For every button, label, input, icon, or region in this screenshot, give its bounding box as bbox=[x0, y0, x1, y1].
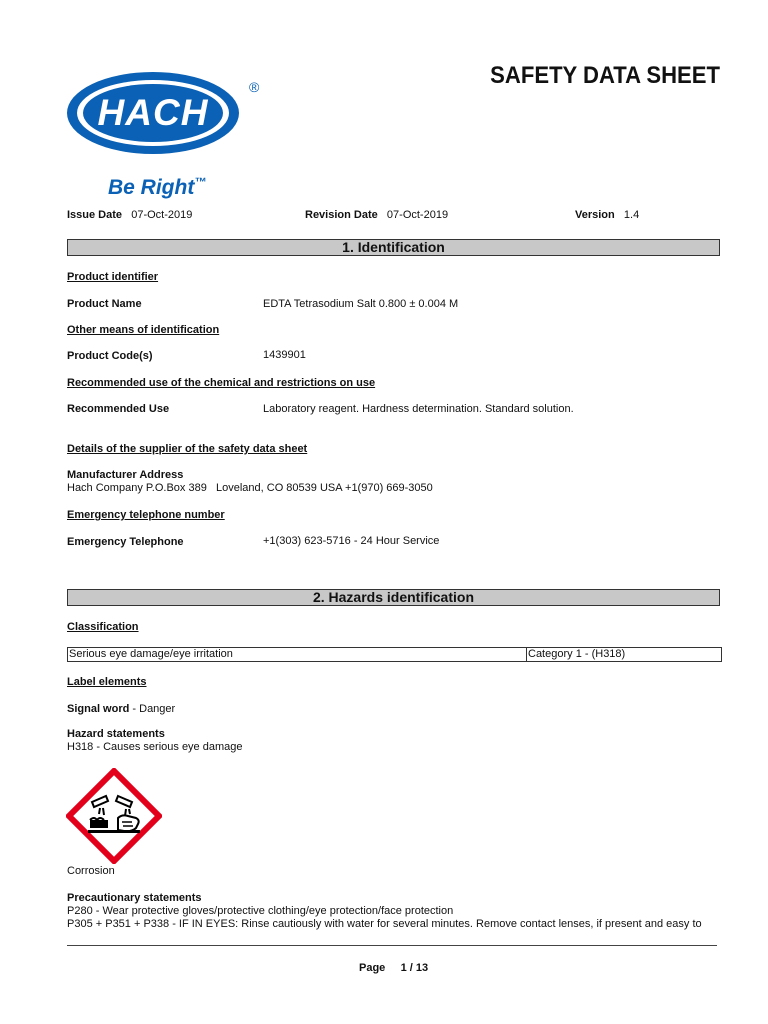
corrosion-pictogram bbox=[66, 768, 162, 864]
recommended-use-value: Laboratory reagent. Hardness determination. Standard solution. bbox=[263, 403, 574, 415]
logo-wordmark: HACH bbox=[97, 92, 209, 133]
hazard-category-cell: Category 1 - (H318) bbox=[527, 648, 722, 662]
recommended-use-heading: Recommended use of the chemical and restrictions on use bbox=[67, 377, 376, 389]
revision-date-value: 07-Oct-2019 bbox=[386, 209, 449, 221]
page-title: SAFETY DATA SHEET bbox=[490, 62, 720, 89]
issue-date-value: 07-Oct-2019 bbox=[131, 209, 193, 221]
revision-date bbox=[305, 209, 448, 221]
label-elements-heading: Label elements bbox=[67, 676, 147, 688]
product-identifier-heading: Product identifier bbox=[67, 271, 159, 283]
version-value: 1.4 bbox=[623, 209, 640, 221]
precautionary-statement: P305 + P351 + P338 - IF IN EYES: Rinse cautiously with water for several minutes. Remove contact lenses, if present and easy to bbox=[67, 918, 702, 930]
tagline-trademark: ™ bbox=[194, 175, 207, 189]
footer-divider bbox=[67, 945, 717, 946]
section-2-header: 2. Hazards identification bbox=[67, 589, 720, 606]
product-name-value: EDTA Tetrasodium Salt 0.800 ± 0.004 M bbox=[263, 298, 459, 310]
manufacturer-value: Hach Company P.O.Box 389 Loveland, CO 80539 USA +1(970) 669-3050 bbox=[67, 482, 433, 494]
section-1-header: 1. Identification bbox=[67, 239, 720, 256]
precautionary-statement: P280 - Wear protective gloves/protective clothing/eye protection/face protection bbox=[67, 905, 454, 917]
precautionary-heading: Precautionary statements bbox=[67, 892, 202, 904]
supplier-heading: Details of the supplier of the safety data sheet bbox=[67, 443, 308, 455]
page-value: 1 / 13 bbox=[400, 962, 429, 974]
manufacturer-label: Manufacturer Address bbox=[67, 469, 184, 481]
emergency-heading: Emergency telephone number bbox=[67, 509, 225, 521]
signal-word-label: Signal word bbox=[67, 703, 130, 715]
page-number bbox=[359, 962, 428, 974]
pictogram-caption: Corrosion bbox=[67, 865, 115, 877]
product-code-value: 1439901 bbox=[263, 349, 306, 361]
page-label: Page bbox=[359, 962, 386, 974]
emergency-value: +1(303) 623-5716 - 24 Hour Service bbox=[263, 535, 440, 547]
tagline bbox=[108, 170, 206, 200]
table-row bbox=[68, 648, 722, 662]
hach-logo bbox=[66, 70, 271, 170]
signal-word-value: - Danger bbox=[129, 703, 176, 715]
corrosion-pictogram-icon bbox=[66, 768, 162, 864]
classification-table bbox=[67, 647, 722, 662]
product-name-label: Product Name bbox=[67, 298, 142, 310]
classification-heading: Classification bbox=[67, 621, 139, 633]
product-code-label: Product Code(s) bbox=[67, 350, 153, 362]
issue-date bbox=[67, 209, 192, 221]
emergency-label: Emergency Telephone bbox=[67, 536, 184, 548]
version bbox=[575, 209, 639, 221]
signal-word bbox=[67, 703, 175, 715]
other-means-heading: Other means of identification bbox=[67, 324, 220, 336]
tagline-text: Be Right bbox=[108, 176, 195, 199]
hazard-class-cell: Serious eye damage/eye irritation bbox=[68, 648, 527, 662]
recommended-use-label: Recommended Use bbox=[67, 403, 170, 415]
registered-mark: ® bbox=[249, 79, 260, 95]
version-label: Version bbox=[575, 209, 615, 221]
hazard-statement: H318 - Causes serious eye damage bbox=[67, 741, 243, 753]
revision-date-label: Revision Date bbox=[305, 209, 378, 221]
hazard-statements-heading: Hazard statements bbox=[67, 728, 165, 740]
issue-date-label: Issue Date bbox=[67, 209, 123, 221]
